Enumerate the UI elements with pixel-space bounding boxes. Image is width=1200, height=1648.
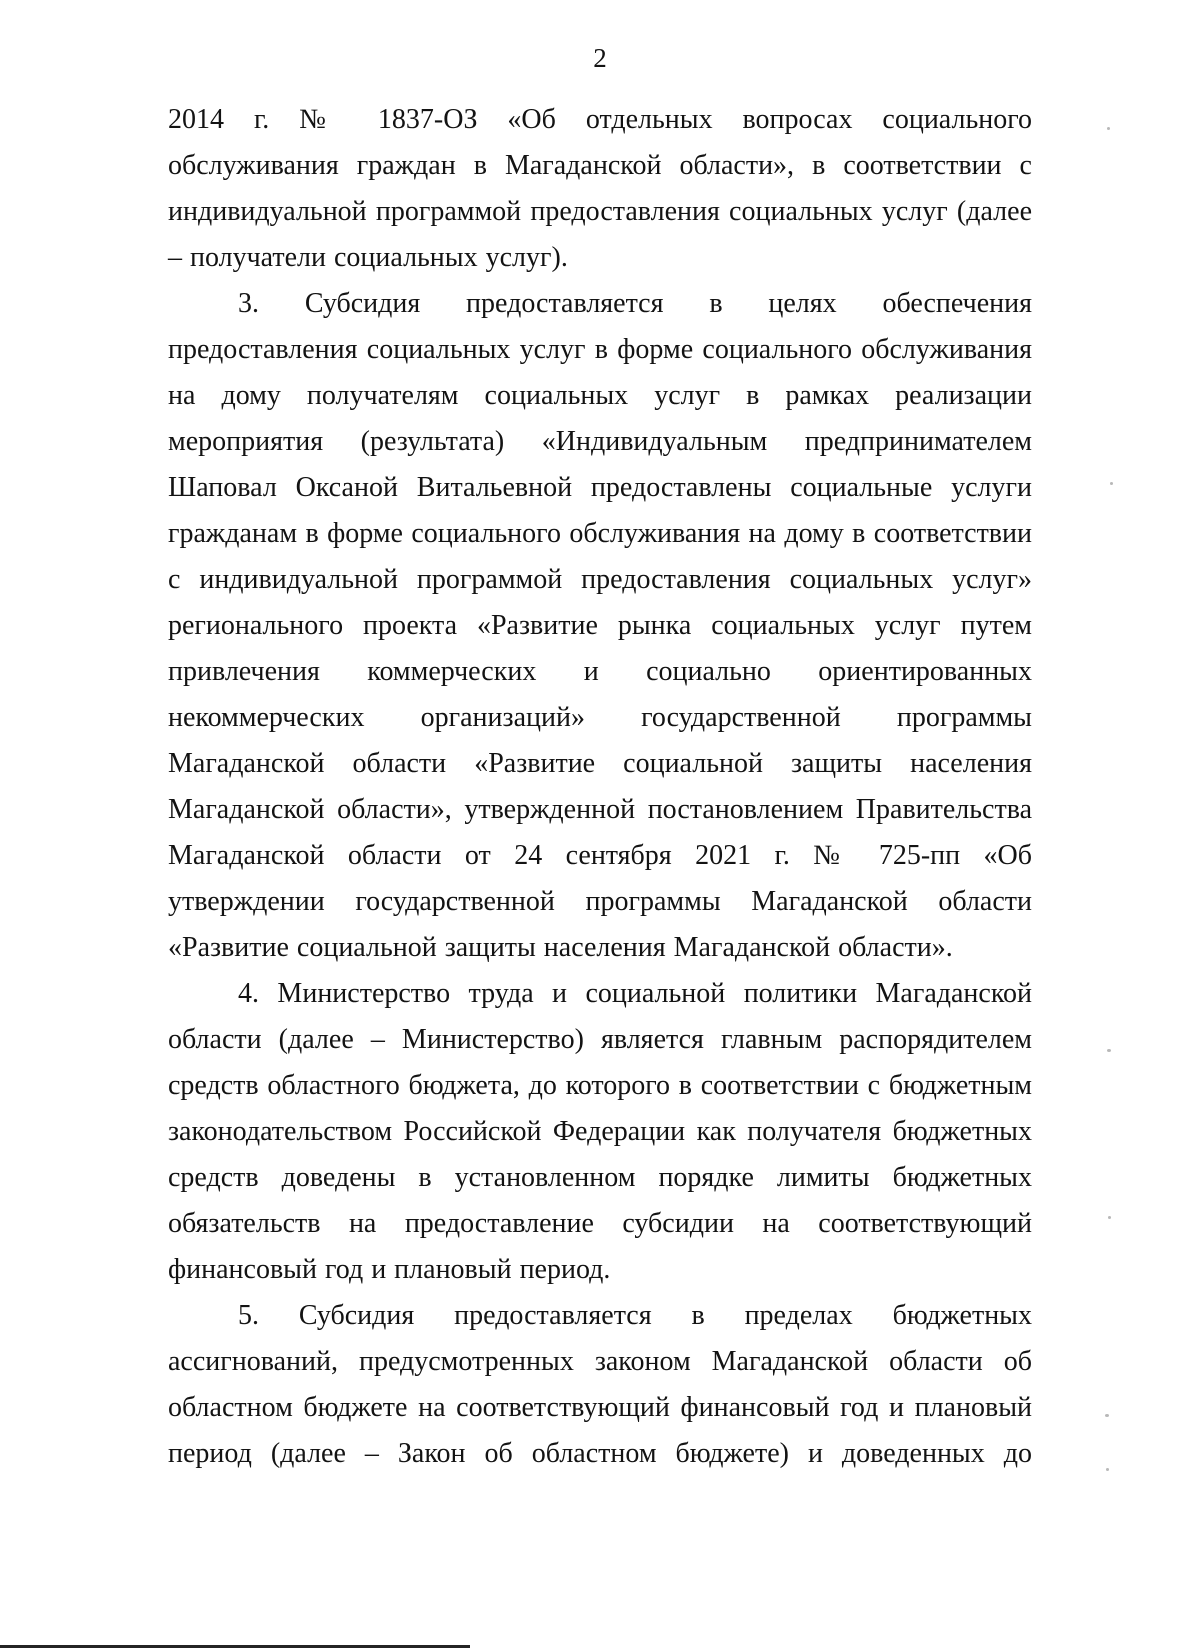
scan-artifact: [1110, 482, 1113, 485]
scan-artifact: [1105, 1414, 1109, 1417]
scan-artifact: [1106, 1468, 1109, 1471]
scan-artifact: [1108, 1216, 1111, 1219]
paragraph-item-3: 3. Субсидия предоставляется в целях обеспечения предоставления социальных услуг в форме социального обслуживания на дому получателям социальных услуг в рамках реализации мероприятия (результата) «Индивидуальным предпринимателем Шаповал Оксаной Витальевной предоставлены социальные услуги гражданам в форме социального обслуживания на дому в соответствии с индивидуальной программой предоставления социальных услуг» регионального проекта «Развитие рынка социальных услуг путем привлечения коммерческих и социально ориентированных некоммерческих организаций» государственной программы Магаданской области «Развитие социальной защиты населения Магаданской области», утвержденной постановлением Правительства Магаданской области от 24 сентября 2021 г. № 725-пп «Об утверждении государственной программы Магаданской области «Развитие социальной защиты населения Магаданской области».: [168, 288, 1032, 963]
paragraph-item-5: 5. Субсидия предоставляется в пределах бюджетных ассигнований, предусмотренных законом Магаданской области об областном бюджете на соответствующий финансовый год и плановый период (далее – Закон об областном бюджете) и доведенных до: [168, 1300, 1032, 1469]
page-number: 2: [593, 43, 607, 73]
paragraph-continuation: 2014 г. № 1837-ОЗ «Об отдельных вопросах социального обслуживания граждан в Магаданской области», в соответствии с индивидуальной программой предоставления социальных услуг (далее – получатели социальных услуг).: [168, 104, 1032, 273]
document-body: [168, 97, 1032, 1477]
scan-artifact: [1107, 1049, 1111, 1052]
scan-artifact: [1107, 127, 1110, 130]
paragraph-item-4: 4. Министерство труда и социальной политики Магаданской области (далее – Министерство) является главным распорядителем средств областного бюджета, до которого в соответствии с бюджетным законодательством Российской Федерации как получателя бюджетных средств доведены в установленном порядке лимиты бюджетных обязательств на предоставление субсидии на соответствующий финансовый год и плановый период.: [168, 978, 1032, 1285]
